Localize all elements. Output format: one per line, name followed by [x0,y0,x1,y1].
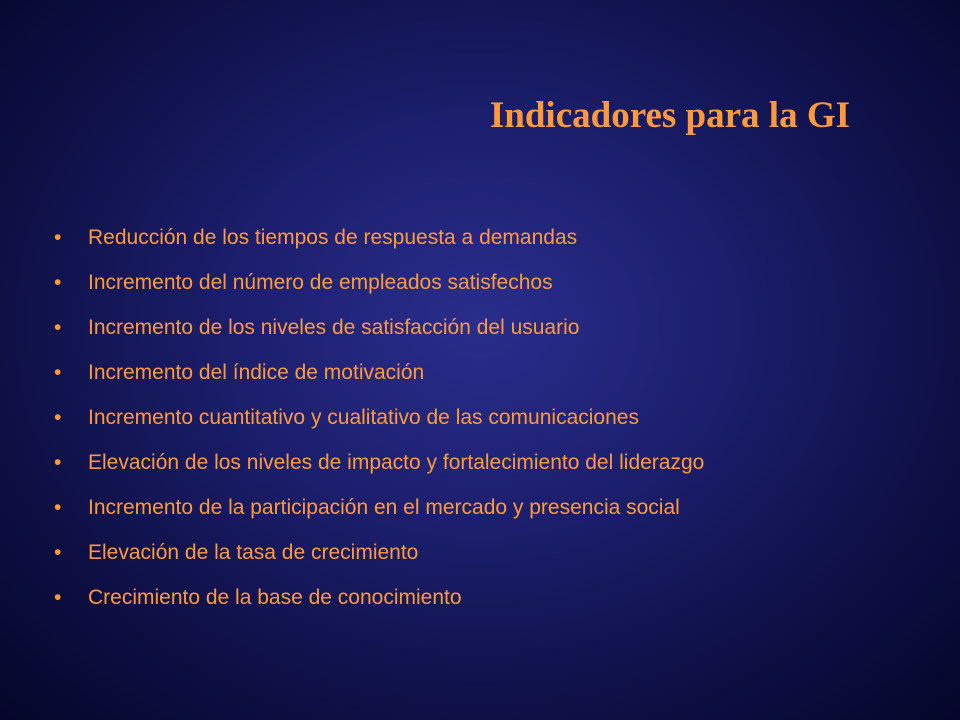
list-item-text: Incremento de la participación en el mercado y presencia social [88,496,680,519]
list-item [54,488,934,533]
list-item-text: Incremento de los niveles de satisfacción del usuario [88,316,580,339]
list-item [54,578,934,623]
list-item [54,443,934,488]
list-item [54,398,934,443]
list-item [54,263,934,308]
bullet-icon: • [54,226,62,249]
bullet-icon: • [54,496,62,519]
slide-title: Indicadores para la GI [489,95,850,136]
bullet-icon: • [54,451,62,474]
bullet-list [54,218,934,623]
bullet-icon: • [54,361,62,384]
bullet-icon: • [54,586,62,609]
list-item [54,353,934,398]
list-item-text: Incremento cuantitativo y cualitativo de las comunicaciones [88,406,639,429]
bullet-icon: • [54,316,62,339]
list-item [54,533,934,578]
list-item-text: Elevación de la tasa de crecimiento [88,541,419,564]
list-item-text: Incremento del número de empleados satisfechos [88,271,553,294]
list-item [54,308,934,353]
list-item-text: Incremento del índice de motivación [88,361,425,384]
list-item-text: Elevación de los niveles de impacto y fortalecimiento del liderazgo [88,451,705,474]
bullet-icon: • [54,406,62,429]
list-item-text: Reducción de los tiempos de respuesta a demandas [88,226,578,249]
list-item-text: Crecimiento de la base de conocimiento [88,586,462,609]
list-item [54,218,934,263]
bullet-icon: • [54,271,62,294]
bullet-icon: • [54,541,62,564]
